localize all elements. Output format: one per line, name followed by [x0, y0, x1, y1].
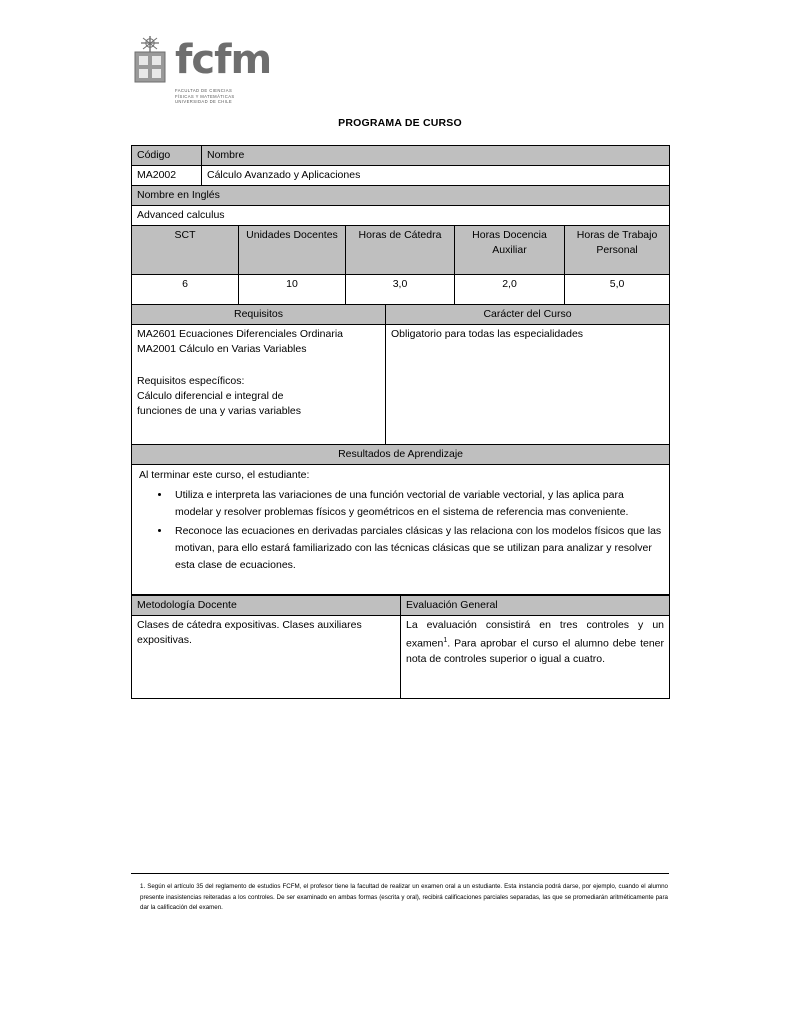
list-item: • Utiliza e interpreta las variaciones de una función vectorial de variable vectorial, y las aplica para modelar y resolver problemas físicos y geométricos en el sistema de referencia mas conveniente. — [171, 487, 664, 521]
value-evaluacion-general — [401, 616, 670, 699]
header-horas-catedra: Horas de Cátedra — [346, 226, 455, 275]
header-resultados-aprendizaje: Resultados de Aprendizaje — [132, 445, 670, 465]
table-row-requisitos-values — [132, 325, 670, 445]
value-metodologia-docente: Clases de cátedra expositivas. Clases auxiliares expositivas. — [132, 616, 401, 699]
header-horas-trabajo-personal: Horas de Trabajo Personal — [565, 226, 670, 275]
requisito-line-4: Requisitos específicos: — [137, 375, 245, 387]
footnote-divider — [131, 873, 669, 874]
value-requisitos — [132, 325, 386, 445]
header-evaluacion-general: Evaluación General — [401, 596, 670, 616]
value-horas-trabajo-personal: 5,0 — [565, 275, 670, 305]
header-horas-docencia-auxiliar: Horas Docencia Auxiliar — [455, 226, 565, 275]
table-row-metrics-headers — [132, 226, 670, 275]
page-title: PROGRAMA DE CURSO — [338, 117, 462, 129]
evaluacion-text-pre: La evaluación consistirá en tres controles y un examen — [406, 619, 664, 650]
table-row-metrics-values — [132, 275, 670, 305]
header-sct: SCT — [132, 226, 239, 275]
table-row-bottom-headers — [132, 596, 670, 616]
university-crest-icon — [131, 36, 171, 84]
requisito-line-1: MA2601 Ecuaciones Diferenciales Ordinaria — [137, 328, 344, 340]
table-row-bottom-values — [132, 616, 670, 699]
header-nombre-ingles: Nombre en Inglés — [132, 186, 670, 206]
requisito-line-2: MA2001 Cálculo en Varias Variables — [137, 343, 307, 355]
value-codigo: MA2002 — [132, 166, 202, 186]
logo-subtitle — [175, 88, 295, 105]
requisito-line-3 — [137, 357, 380, 374]
header-unidades-docentes: Unidades Docentes — [239, 226, 346, 275]
evaluacion-text-post: . Para aprobar el curso el alumno debe tener nota de controles superior o igual a cuatro. — [406, 637, 664, 665]
value-nombre: Cálculo Avanzado y Aplicaciones — [202, 166, 670, 186]
logo-subtitle-line-3: UNIVERSIDAD DE CHILE — [175, 99, 233, 105]
header-codigo: Código — [132, 146, 202, 166]
requisito-line-5: Cálculo diferencial e integral de — [137, 390, 284, 402]
header-caracter-curso: Carácter del Curso — [386, 305, 670, 325]
logo-subtitle-line-2: FÍSICAS Y MATEMÁTICAS — [175, 93, 235, 99]
requisito-line-6: funciones de una y varias variables — [137, 405, 302, 417]
header-requisitos: Requisitos — [132, 305, 386, 325]
value-caracter-curso: Obligatorio para todas las especialidades — [386, 325, 670, 445]
table-row-nombre-ingles-value — [132, 206, 670, 226]
footnote-text: 1. Según el artículo 35 del reglamento de estudios FCFM, el profesor tiene la facultad de realizar un examen oral a un estudiante. Esta instancia podrá darse, por ejemplo, cuando el alumno presente inasistencias reiteradas a los controles. De ser examinado en ambas formas (escrita y oral), recibirá calificaciones parciales separadas, las que se promediarán aritméticamente para dar la calificación del examen. — [140, 883, 668, 911]
list-item: • Reconoce las ecuaciones en derivadas parciales clásicas y las relaciona con los modelos físicos que las motivan, para ello estará familiarizado con las técnicas clásicas que se utilizan para analizar y resolver esta clase de ecuaciones. — [171, 523, 664, 574]
value-horas-catedra: 3,0 — [346, 275, 455, 305]
resultados-list — [137, 487, 664, 574]
value-horas-docencia-auxiliar: 2,0 — [455, 275, 565, 305]
logo-subtitle-line-1: FACULTAD DE CIENCIAS — [175, 88, 233, 93]
value-nombre-ingles: Advanced calculus — [132, 206, 670, 226]
logo-wordmark: fcfm — [175, 37, 272, 83]
table-row-resultados-header — [132, 445, 670, 465]
course-info-table — [131, 145, 670, 595]
header-nombre: Nombre — [202, 146, 670, 166]
table-row-nombre-ingles-header — [132, 186, 670, 206]
value-resultados-aprendizaje — [132, 465, 670, 595]
table-row-requisitos-headers — [132, 305, 670, 325]
table-row-codigo-value — [132, 166, 670, 186]
table-row-headers-codigo — [132, 146, 670, 166]
value-unidades-docentes: 10 — [239, 275, 346, 305]
fcfm-logo — [131, 36, 281, 116]
footnote-marker: 1 — [443, 637, 448, 644]
table-row-resultados-body — [132, 465, 670, 595]
resultados-intro: Al terminar este curso, el estudiante: — [139, 469, 310, 481]
value-sct: 6 — [132, 275, 239, 305]
methodology-evaluation-table — [131, 595, 670, 699]
header-metodologia-docente: Metodología Docente — [132, 596, 401, 616]
